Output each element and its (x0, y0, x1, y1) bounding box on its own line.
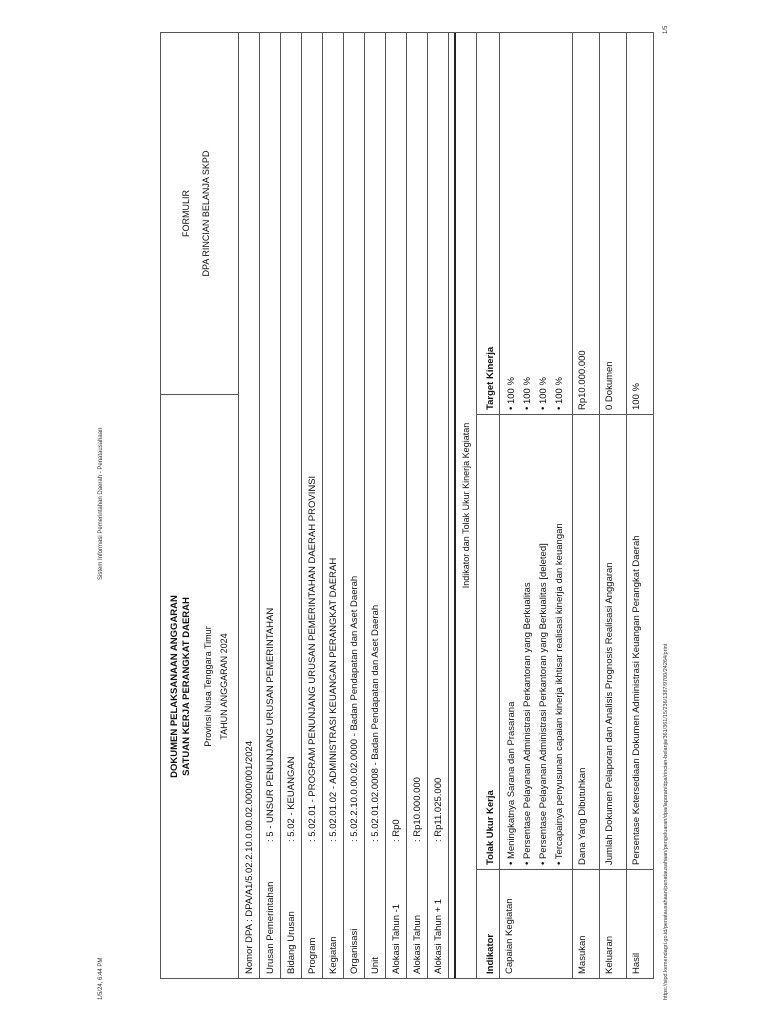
hasil-target: 100 % (631, 383, 642, 410)
info-label: Alokasi Tahun -1 (390, 903, 402, 974)
hasil-row (627, 33, 654, 978)
keluaran-tolak: Jumlah Dokumen Pelaporan dan Analisis Prognosis Realisasi Anggaran (600, 414, 626, 869)
keluaran-target: 0 Dokumen (604, 361, 615, 410)
info-label: Kegiatan (327, 936, 339, 974)
info-value: : 5.02 - KEUANGAN (285, 756, 297, 842)
indikator-header-row (477, 33, 500, 978)
info-value: : 5.02.01.02.0008 - Badan Pendapatan dan Aset Daerah (369, 604, 381, 842)
header-form-block (161, 33, 238, 394)
info-value: : Rp11.025.000 (432, 777, 444, 842)
site-title: Sistem Informasi Pemerintahan Daerah - Penatausahaan (98, 427, 104, 580)
info-label: Program (306, 937, 318, 974)
masukan-label: Masukan (573, 869, 599, 978)
info-label: Alokasi Tahun + 1 (432, 898, 444, 974)
info-row (344, 33, 365, 978)
info-row (365, 33, 386, 978)
keluaran-label: Keluaran (600, 869, 626, 978)
info-label: Alokasi Tahun (411, 915, 423, 974)
hasil-tolak: Persentase Ketersediaan Dokumen Administrasi Keuangan Perangkat Daerah (627, 414, 653, 869)
list-item: • Meningkatnya Sarana dan Prasarana (506, 701, 517, 865)
list-item: • 100 % (538, 377, 549, 410)
col-target-header: Target Kinerja (485, 346, 496, 410)
capaian-targets (500, 33, 572, 414)
keluaran-row (600, 33, 627, 978)
page-number: 1/5 (663, 25, 669, 34)
indikator-title: Indikator dan Tolak Ukur Kinerja Kegiatan (456, 33, 477, 978)
info-label: Urusan Pemerintahan (264, 881, 276, 974)
dpa-document (160, 32, 654, 979)
col-tolak-ukur-header: Tolak Ukur Kerja (477, 414, 499, 869)
header-title-block (161, 394, 238, 978)
masukan-row (573, 33, 600, 978)
list-item: • Persentase Pelayanan Administrasi Perkantoran yang Berkualitas [deleted] (538, 543, 549, 865)
section-divider (449, 33, 456, 978)
info-value: : Rp10.000.000 (411, 777, 423, 842)
nomor-dpa: Nomor DPA : DPA/A1/5.02.2.10.0.00.02.0000/001/2024 (239, 33, 260, 978)
province-name: Provinsi Nusa Tenggara Timur (203, 626, 213, 747)
form-label: FORMULIR (181, 190, 191, 237)
masukan-target: Rp10.000.000 (577, 350, 588, 410)
list-item: • 100 % (554, 377, 565, 410)
info-value: : 5.02.2.10.0.00.02.0000 - Badan Pendapatan dan Aset Daerah (348, 575, 360, 842)
info-value: : Rp0 (390, 819, 402, 842)
info-value: : 5.02.01 - PROGRAM PENUNJANG URUSAN PEMERINTAHAN DAERAH PROVINSI (306, 475, 318, 842)
list-item: • 100 % (522, 377, 533, 410)
info-row (260, 33, 281, 978)
budget-year: TAHUN ANGGARAN 2024 (219, 633, 229, 740)
document-header (160, 33, 239, 978)
hasil-label: Hasil (627, 869, 653, 978)
info-row (407, 33, 428, 978)
info-row (323, 33, 344, 978)
info-value: : 5 - UNSUR PENUNJANG URUSAN PEMERINTAHAN (264, 607, 276, 842)
doc-title-line1: DOKUMEN PELAKSANAAN ANGGARAN (169, 595, 180, 778)
col-indikator-header: Indikator (477, 869, 499, 978)
doc-title-line2: SATUAN KERJA PERANGKAT DAERAH (181, 597, 192, 776)
info-row (428, 33, 449, 978)
info-row (386, 33, 407, 978)
info-value: : 5.02.01.02 - ADMINISTRASI KEUANGAN PERANGKAT DAERAH (327, 557, 339, 842)
page-url[interactable]: https://sipd.kemendagri.go.id/penatausahaan/penatausahaan/pengeluaran/dpa/laporan/dpa/rincian-belanja/361/361/15/236/1387/9700/24264/print (663, 643, 669, 1000)
list-item: • 100 % (506, 377, 517, 410)
masukan-tolak: Dana Yang Dibutuhkan (573, 414, 599, 869)
capaian-label: Capaian Kegiatan (500, 869, 572, 978)
info-label: Organisasi (348, 928, 360, 974)
info-label: Unit (369, 957, 381, 974)
info-row (302, 33, 323, 978)
info-row (281, 33, 302, 978)
info-label: Bidang Urusan (285, 911, 297, 974)
capaian-row (500, 33, 573, 978)
list-item: • Persentase Pelayanan Administrasi Perkantoran yang Berkualitas (522, 582, 533, 865)
print-datetime: 1/5/24, 6:44 PM (98, 957, 104, 1000)
form-name: DPA RINCIAN BELANJA SKPD (201, 150, 211, 277)
capaian-items (500, 414, 572, 869)
list-item: • Tercapainya penyusunan capaian kinerja ikhtisar realisasi kinerja dan keuangan (554, 523, 565, 865)
